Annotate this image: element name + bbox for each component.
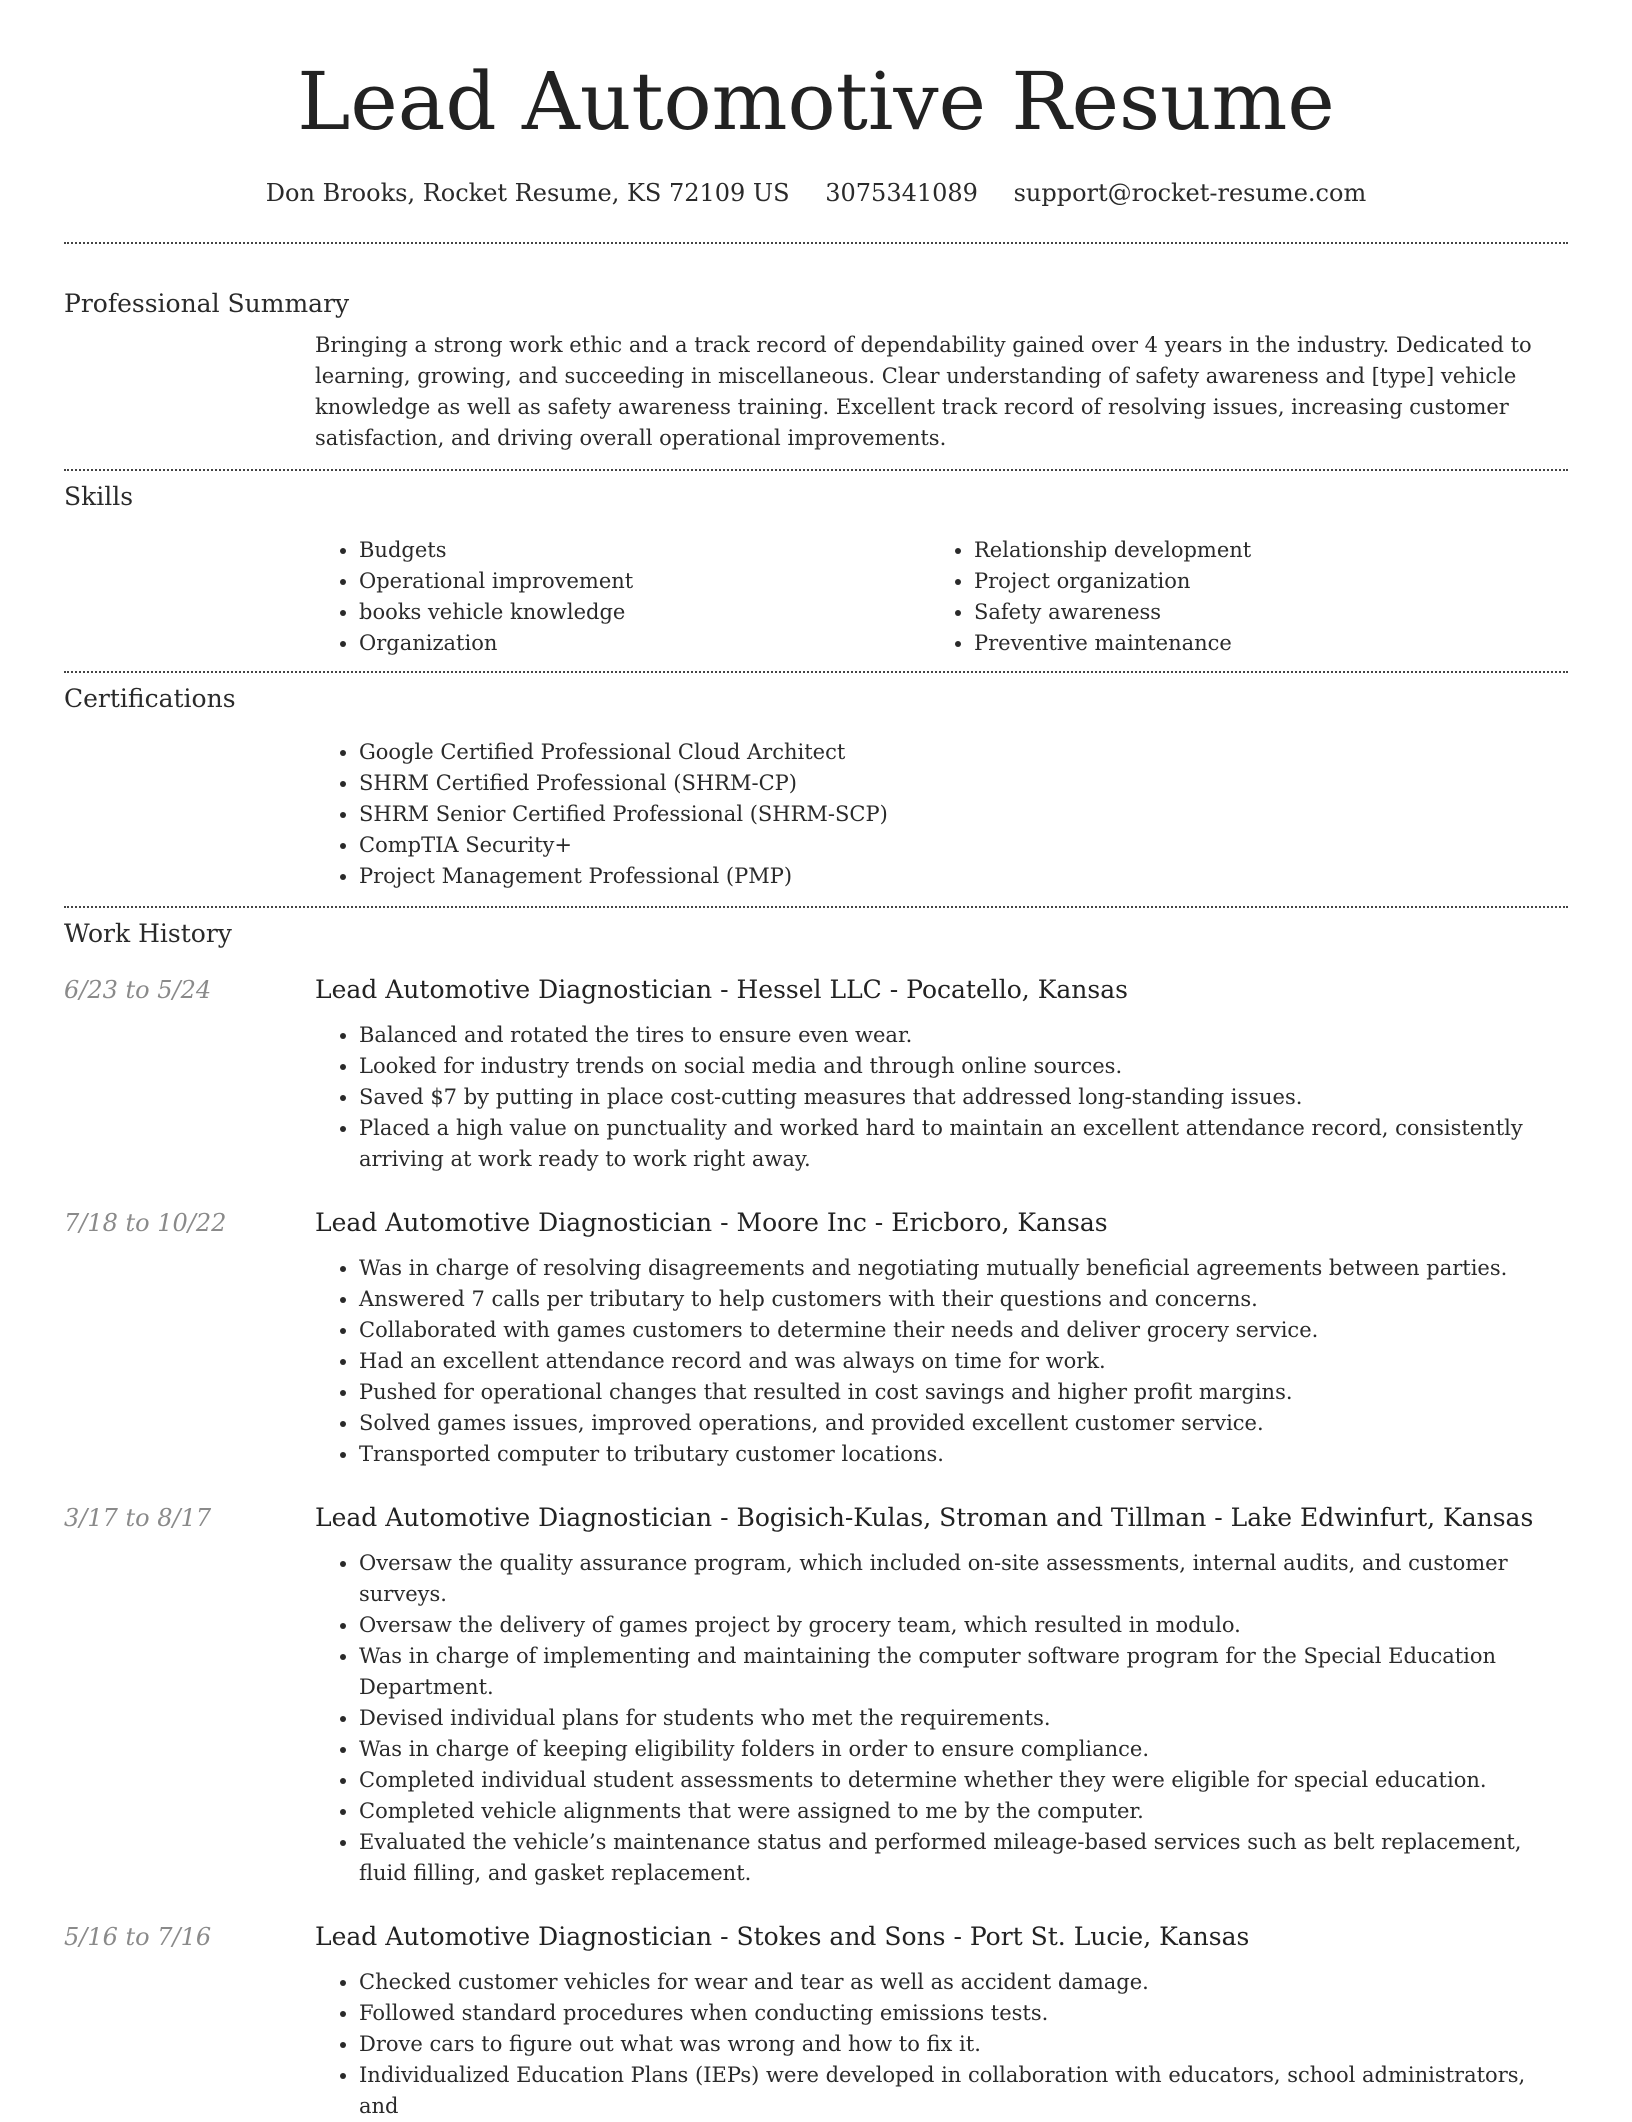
job-bullet: • Was in charge of implementing and maintaining the computer software program for the Special Education Department. xyxy=(359,1641,1568,1703)
job-bullet: • Was in charge of keeping eligibility folders in order to ensure compliance. xyxy=(359,1734,1568,1765)
skill-item: • Relationship development xyxy=(974,535,1545,566)
job-bullet: • Had an excellent attendance record and was always on time for work. xyxy=(359,1346,1568,1377)
page-title: Lead Automotive Resume xyxy=(297,55,1335,148)
job-bullet: • Saved $7 by putting in place cost-cutting measures that addressed long-standing issues. xyxy=(359,1082,1568,1113)
header-divider xyxy=(64,242,1568,244)
skills-divider xyxy=(64,671,1568,673)
skill-item: • Organization xyxy=(359,628,930,659)
job-bullets xyxy=(315,1253,1568,1470)
job-bullets xyxy=(315,1548,1568,1889)
work-history-section xyxy=(64,918,1568,2122)
job-bullet: • Pushed for operational changes that resulted in cost savings and higher profit margins. xyxy=(359,1377,1568,1408)
summary-section xyxy=(64,288,1568,454)
job-dates: 3/17 to 8/17 xyxy=(64,1504,212,1532)
certification-item: • SHRM Senior Certified Professional (SHRM-SCP) xyxy=(359,799,1568,830)
job-title: Lead Automotive Diagnostician - Bogisich-Kulas, Stroman and Tillman - Lake Edwinfurt, Kansas xyxy=(315,1503,1534,1532)
certification-item: • CompTIA Security+ xyxy=(359,830,1568,861)
certifications-section xyxy=(64,683,1568,892)
contact-address: Don Brooks, Rocket Resume, KS 72109 US xyxy=(265,179,790,207)
skills-list-left xyxy=(315,535,930,659)
summary-heading: Professional Summary xyxy=(64,289,350,318)
certification-item: • Google Certified Professional Cloud Architect xyxy=(359,737,1568,768)
certifications-content xyxy=(315,737,1568,892)
job-bullet: • Collaborated with games customers to determine their needs and deliver grocery service. xyxy=(359,1315,1568,1346)
job-bullet: • Was in charge of resolving disagreements and negotiating mutually beneficial agreements between parties. xyxy=(359,1253,1568,1284)
job-bullet: • Drove cars to figure out what was wrong and how to fix it. xyxy=(359,2029,1568,2060)
summary-divider xyxy=(64,469,1568,471)
job-entry xyxy=(64,1921,1568,2122)
certifications-heading: Certifications xyxy=(64,684,236,713)
job-bullet: • Balanced and rotated the tires to ensure even wear. xyxy=(359,1020,1568,1051)
job-bullet: • Looked for industry trends on social media and through online sources. xyxy=(359,1051,1568,1082)
job-bullets xyxy=(315,1020,1568,1175)
contact-phone: 3075341089 xyxy=(825,179,978,207)
job-entry xyxy=(64,1207,1568,1470)
job-bullet: • Solved games issues, improved operations, and provided excellent customer service. xyxy=(359,1408,1568,1439)
job-bullets xyxy=(315,1967,1568,2122)
job-bullet: • Completed individual student assessments to determine whether they were eligible for special education. xyxy=(359,1765,1568,1796)
skills-section xyxy=(64,481,1568,659)
skill-item: • Safety awareness xyxy=(974,597,1545,628)
certifications-divider xyxy=(64,906,1568,908)
job-entry xyxy=(64,974,1568,1175)
certification-item: • SHRM Certified Professional (SHRM-CP) xyxy=(359,768,1568,799)
skills-column-right xyxy=(930,535,1545,659)
job-bullet: • Transported computer to tributary customer locations. xyxy=(359,1439,1568,1470)
skills-heading: Skills xyxy=(64,482,134,511)
job-bullet: • Completed vehicle alignments that were assigned to me by the computer. xyxy=(359,1796,1568,1827)
skill-item: • Preventive maintenance xyxy=(974,628,1545,659)
job-title: Lead Automotive Diagnostician - Hessel LLC - Pocatello, Kansas xyxy=(315,975,1128,1004)
certification-item: • Project Management Professional (PMP) xyxy=(359,861,1568,892)
job-dates: 7/18 to 10/22 xyxy=(64,1209,227,1237)
job-dates: 6/23 to 5/24 xyxy=(64,976,212,1004)
job-bullet: • Oversaw the delivery of games project by grocery team, which resulted in modulo. xyxy=(359,1610,1568,1641)
contact-email: support@rocket-resume.com xyxy=(1013,179,1367,207)
job-bullet: • Devised individual plans for students who met the requirements. xyxy=(359,1703,1568,1734)
job-bullet: • Answered 7 calls per tributary to help customers with their questions and concerns. xyxy=(359,1284,1568,1315)
certifications-list xyxy=(315,737,1568,892)
job-bullet: • Individualized Education Plans (IEPs) were developed in collaboration with educators, school administrators, and xyxy=(359,2060,1568,2122)
resume-page xyxy=(64,0,1568,2122)
job-bullet: • Oversaw the quality assurance program, which included on-site assessments, internal audits, and customer surveys. xyxy=(359,1548,1568,1610)
job-title: Lead Automotive Diagnostician - Stokes and Sons - Port St. Lucie, Kansas xyxy=(315,1922,1250,1951)
contact-line xyxy=(64,178,1568,208)
job-bullet: • Checked customer vehicles for wear and tear as well as accident damage. xyxy=(359,1967,1568,1998)
job-entry xyxy=(64,1502,1568,1889)
skills-column-left xyxy=(315,535,930,659)
skill-item: • Project organization xyxy=(974,566,1545,597)
summary-content xyxy=(315,330,1568,454)
job-title: Lead Automotive Diagnostician - Moore Inc - Ericboro, Kansas xyxy=(315,1208,1108,1237)
summary-text: Bringing a strong work ethic and a track record of dependability gained over 4 years in the industry. Dedicated to learning, growing, and succeeding in miscellaneous. Clear understanding of safety awareness and [type] vehicle knowledge as well as safety awareness training. Excellent track record of resolving issues, increasing customer satisfaction, and driving overall operational improvements. xyxy=(315,333,1532,450)
skill-item: • Operational improvement xyxy=(359,566,930,597)
job-bullet: • Followed standard procedures when conducting emissions tests. xyxy=(359,1998,1568,2029)
skills-list-right xyxy=(930,535,1545,659)
job-bullet: • Placed a high value on punctuality and worked hard to maintain an excellent attendance record, consistently arriving at work ready to work right away. xyxy=(359,1113,1568,1175)
skills-content xyxy=(315,535,1568,659)
job-bullet: • Evaluated the vehicle’s maintenance status and performed mileage-based services such as belt replacement, fluid filling, and gasket replacement. xyxy=(359,1827,1568,1889)
job-dates: 5/16 to 7/16 xyxy=(64,1923,212,1951)
skill-item: • Budgets xyxy=(359,535,930,566)
skill-item: • books vehicle knowledge xyxy=(359,597,930,628)
work-history-heading: Work History xyxy=(64,919,232,948)
